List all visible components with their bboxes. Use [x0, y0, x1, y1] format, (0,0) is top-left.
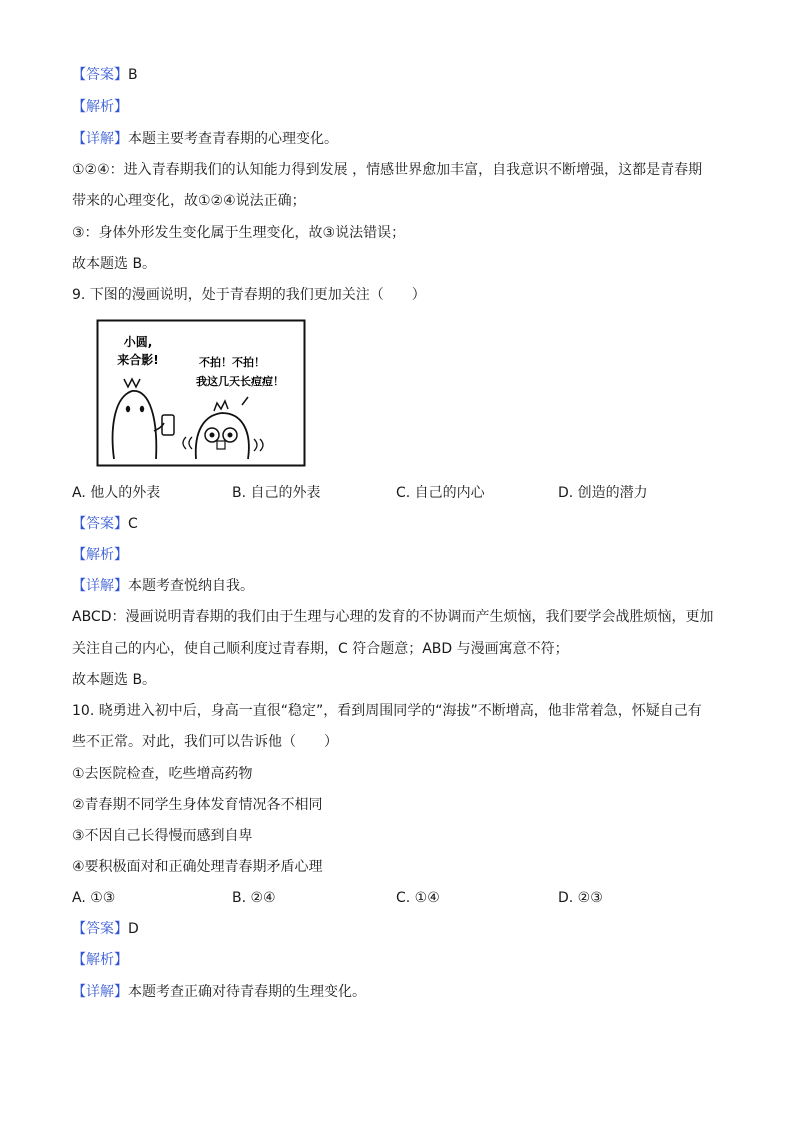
- option-c: C. 自己的内心: [396, 485, 485, 501]
- option-c: C. ①④: [396, 890, 440, 906]
- analysis-label: 【解析】: [72, 547, 128, 563]
- bubble-right-line1: 不拍！不拍！: [199, 356, 265, 369]
- detail-line: 【详解】本题主要考查青春期的心理变化。: [72, 131, 338, 147]
- analysis-label: 【解析】: [72, 952, 128, 968]
- explanation-line: ABCD：漫画说明青春期的我们由于生理与心理的发育的不协调而产生烦恼，我们要学会战胜烦恼，更加: [72, 609, 714, 625]
- question-stem: 9. 下图的漫画说明，处于青春期的我们更加关注（ ）: [72, 287, 426, 303]
- option-d: D. ②③: [558, 890, 603, 906]
- phone-icon: [162, 415, 174, 435]
- statement-item: ③不因自己长得慢而感到自卑: [72, 828, 253, 844]
- explanation-line: ③：身体外形发生变化属于生理变化，故③说法错误；: [72, 225, 406, 241]
- statement-item: ②青春期不同学生身体发育情况各不相同: [72, 797, 323, 813]
- question-stem: 10. 晓勇进入初中后，身高一直很“稳定”，看到周围同学的“海拔”不断增高，他非常着急，怀疑自己有: [72, 703, 702, 719]
- answer-line: 【答案】C: [72, 516, 138, 532]
- detail-line: 【详解】本题考查悦纳自我。: [72, 578, 254, 594]
- analysis-label: 【解析】: [72, 99, 128, 115]
- option-b: B. ②④: [232, 890, 276, 906]
- explanation-line: 关注自己的内心，使自己顺利度过青春期，C 符合题意；ABD 与漫画寓意不符；: [72, 641, 569, 657]
- option-b: B. 自己的外表: [232, 485, 321, 501]
- conclusion-line: 故本题选 B。: [72, 256, 157, 272]
- explanation-line: 带来的心理变化，故①②④说法正确；: [72, 193, 306, 209]
- option-a: A. ①③: [72, 890, 116, 906]
- explanation-line: ①②④：进入青春期我们的认知能力得到发展 ，情感世界愈加丰富，自我意识不断增强，这都是青春期: [72, 162, 703, 178]
- answer-line: 【答案】B: [72, 67, 138, 83]
- bubble-right-line2: 我这几天长痘痘！: [196, 375, 284, 388]
- option-d: D. 创造的潜力: [558, 485, 648, 501]
- option-a: A. 他人的外表: [72, 485, 161, 501]
- bubble-left-line2: 来合影!: [117, 353, 159, 367]
- answer-line: 【答案】D: [72, 921, 139, 937]
- bubble-left-line1: 小圆,: [123, 335, 153, 349]
- comic-illustration: [96, 319, 306, 467]
- detail-line: 【详解】本题考查正确对待青春期的生理变化。: [72, 984, 366, 1000]
- question-stem: 些不正常。对此，我们可以告诉他（ ）: [72, 734, 338, 750]
- statement-item: ④要积极面对和正确处理青春期矛盾心理: [72, 859, 323, 875]
- conclusion-line: 故本题选 B。: [72, 672, 157, 688]
- statement-item: ①去医院检查，吃些增高药物: [72, 766, 253, 782]
